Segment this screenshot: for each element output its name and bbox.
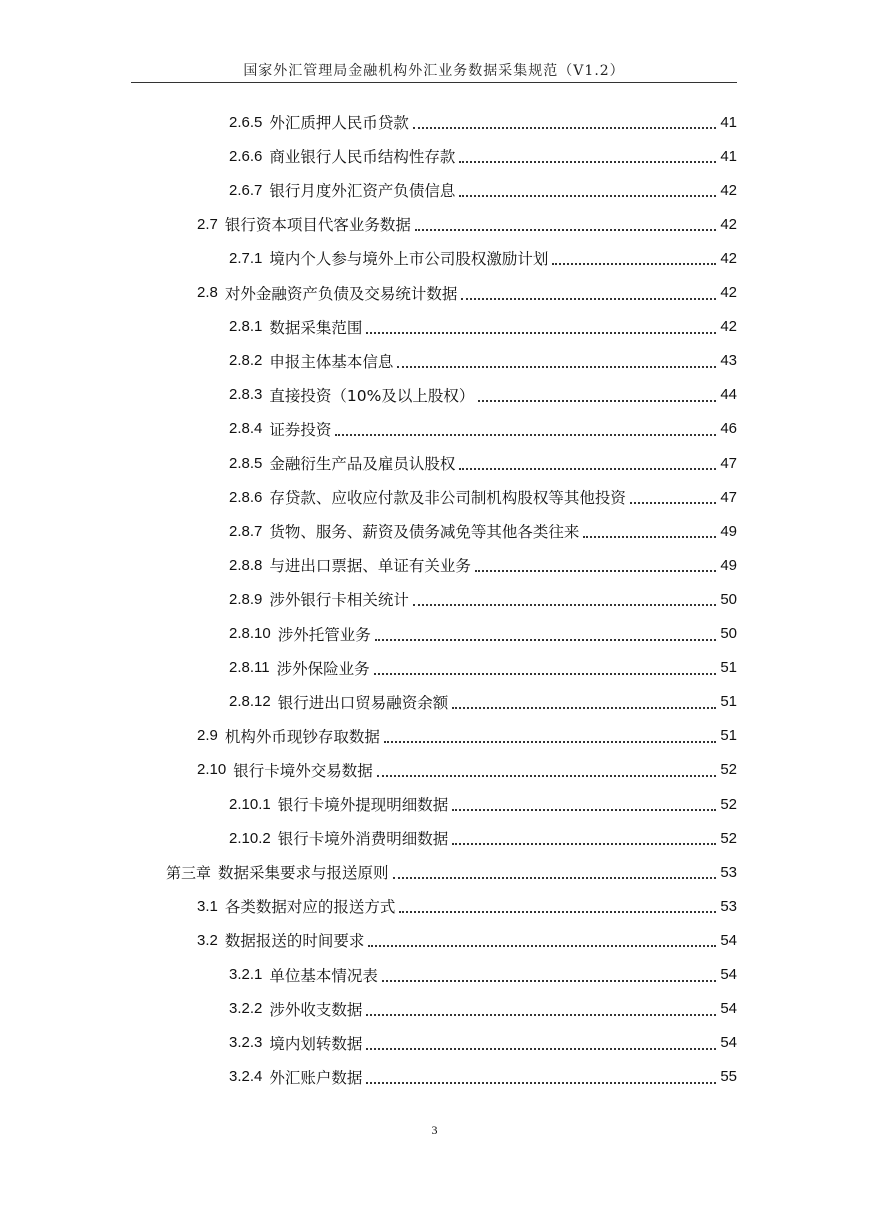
toc-entry-page: 41: [720, 147, 737, 165]
dot-leader: [399, 911, 716, 913]
toc-entry-page: 51: [720, 659, 737, 677]
toc-entry-page: 44: [720, 386, 737, 404]
toc-entry-page: 54: [720, 1000, 737, 1018]
toc-entry[interactable]: [229, 481, 737, 513]
toc-entry[interactable]: [229, 686, 737, 718]
dot-leader: [461, 298, 716, 300]
toc-entry-page: 52: [720, 829, 737, 847]
toc-entry-title: 银行卡境外消费明细数据: [277, 830, 449, 849]
toc-entry[interactable]: [229, 345, 737, 377]
toc-entry-title: 银行卡境外提现明细数据: [277, 796, 449, 814]
toc-entry-number: 2.6.7: [229, 181, 263, 199]
toc-entry-title: 境内划转数据: [269, 1034, 363, 1053]
toc-entry-number: 3.2.4: [229, 1068, 263, 1086]
running-header: 国家外汇管理局金融机构外汇业务数据采集规范（V1.2）: [243, 63, 625, 79]
toc-entry-title: 境内个人参与境外上市公司股权激励计划: [269, 250, 549, 269]
toc-entry-title: 数据报送的时间要求: [224, 932, 365, 951]
toc-entry-number: 2.8.2: [229, 352, 263, 370]
dot-leader: [413, 127, 716, 129]
toc-entry[interactable]: [229, 379, 737, 411]
toc-entry[interactable]: [229, 959, 737, 991]
toc-entry-page: 55: [720, 1068, 737, 1086]
toc-entry-title: 存贷款、应收应付款及非公司制机构股权等其他投资: [269, 489, 626, 508]
dot-leader: [415, 229, 716, 231]
toc-entry-number: 2.8.8: [229, 556, 263, 574]
dot-leader: [413, 604, 716, 606]
toc-entry-page: 53: [720, 897, 737, 915]
toc-entry-page: 50: [720, 625, 737, 642]
dot-leader: [377, 775, 717, 777]
toc-entry-number: 2.9: [197, 727, 218, 745]
toc-entry-page: 42: [720, 318, 737, 336]
toc-entry-number: 2.8.5: [229, 454, 263, 472]
toc-entry-number: 2.8.7: [229, 522, 263, 540]
toc-entry[interactable]: [229, 447, 737, 479]
toc-entry[interactable]: [197, 890, 737, 922]
toc-entry-number: 2.10: [197, 761, 227, 779]
toc-entry-page: 54: [720, 1034, 737, 1052]
toc-entry-number: 2.8.9: [229, 590, 263, 608]
toc-entry-title: 申报主体基本信息: [269, 352, 394, 371]
dot-leader: [397, 366, 716, 368]
toc-entry-page: 49: [720, 556, 737, 574]
toc-entry-number: 2.10.1: [229, 795, 271, 813]
toc-entry-number: 2.8.12: [229, 693, 271, 711]
toc-entry-title: 银行卡境外交易数据: [233, 761, 373, 780]
dot-leader: [452, 707, 716, 709]
toc-entry[interactable]: [229, 242, 737, 274]
toc-entry-title: 涉外托管业务: [277, 625, 371, 644]
toc-entry-page: 51: [720, 727, 737, 745]
toc-entry-title: 外汇质押人民币贷款: [269, 114, 409, 132]
dot-leader: [459, 195, 716, 197]
toc-entry-title: 直接投资（10%及以上股权）: [269, 386, 475, 405]
page-number: 3: [431, 1123, 438, 1137]
toc-entry-page: 43: [720, 352, 737, 370]
toc-entry-title: 涉外银行卡相关统计: [269, 591, 409, 610]
toc-entry[interactable]: [229, 583, 737, 615]
toc-entry-title: 证券投资: [269, 420, 332, 439]
dot-leader: [366, 1014, 716, 1016]
toc-entry[interactable]: [229, 311, 737, 343]
dot-leader: [475, 570, 716, 572]
toc-entry-title: 与进出口票据、单证有关业务: [269, 557, 471, 576]
toc-entry-page: 47: [720, 454, 737, 472]
toc-entry-number: 2.7.1: [229, 249, 263, 267]
toc-entry-title: 外汇账户数据: [269, 1068, 363, 1087]
dot-leader: [393, 877, 717, 879]
toc-entry[interactable]: [197, 754, 737, 786]
toc-entry-page: 46: [720, 420, 737, 438]
toc-entry[interactable]: [229, 413, 737, 445]
dot-leader: [384, 741, 716, 743]
toc-entry[interactable]: [197, 208, 737, 240]
toc-entry[interactable]: [229, 993, 737, 1025]
dot-leader: [368, 945, 716, 947]
toc-entry[interactable]: [229, 549, 737, 581]
toc-entry-page: 41: [720, 113, 737, 131]
dot-leader: [382, 980, 716, 982]
toc-entry-page: 50: [720, 590, 737, 608]
toc-entry[interactable]: [229, 1061, 737, 1093]
toc-entry-title: 银行资本项目代客业务数据: [224, 216, 411, 235]
toc-entry-number: 2.8: [197, 284, 218, 301]
dot-leader: [335, 434, 716, 436]
toc-entry[interactable]: [229, 652, 737, 684]
toc-entry-number: 3.1: [197, 897, 218, 915]
toc-entry-title: 各类数据对应的报送方式: [224, 898, 396, 917]
dot-leader: [452, 809, 716, 811]
toc-entry-number: 2.8.1: [229, 318, 263, 336]
toc-entry[interactable]: [229, 140, 737, 172]
toc-entry-number: 第三章: [166, 863, 212, 882]
toc-entry-page: 47: [720, 488, 737, 506]
toc-entry-title: 商业银行人民币结构性存款: [269, 148, 456, 167]
toc-entry-title: 对外金融资产负债及交易统计数据: [224, 284, 458, 303]
toc-entry[interactable]: [166, 856, 737, 888]
toc-entry[interactable]: [197, 277, 737, 309]
toc-entry[interactable]: [197, 924, 737, 956]
dot-leader: [583, 536, 716, 538]
toc-entry-page: 42: [720, 284, 737, 301]
toc-entry-number: 3.2: [197, 931, 218, 949]
dot-leader: [478, 400, 716, 402]
toc-entry-page: 52: [720, 795, 737, 813]
toc-entry[interactable]: [197, 720, 737, 752]
toc-entry-page: 51: [720, 693, 737, 711]
toc-entry[interactable]: [229, 174, 737, 206]
dot-leader: [366, 332, 716, 334]
toc-entry-title: 单位基本情况表: [269, 966, 378, 985]
toc-entry-title: 数据采集范围: [269, 318, 363, 337]
dot-leader: [452, 843, 716, 845]
toc-entry-number: 3.2.1: [229, 966, 263, 983]
toc-entry-page: 52: [720, 761, 737, 779]
dot-leader: [552, 263, 716, 265]
toc-entry-number: 2.7: [197, 215, 218, 233]
dot-leader: [366, 1082, 716, 1084]
toc-entry-number: 3.2.2: [229, 1000, 263, 1018]
toc-entry-number: 2.6.5: [229, 113, 263, 131]
toc-entry-number: 3.2.3: [229, 1034, 263, 1052]
toc-entry-page: 54: [720, 931, 737, 949]
toc-entry-title: 货物、服务、薪资及债务减免等其他各类往来: [269, 523, 580, 542]
toc-entry-page: 49: [720, 522, 737, 540]
dot-leader: [374, 673, 717, 675]
toc-entry-title: 银行进出口贸易融资余额: [277, 693, 449, 712]
toc-entry-page: 42: [720, 215, 737, 233]
dot-leader: [459, 468, 716, 470]
toc-entry-number: 2.8.3: [229, 386, 263, 404]
dot-leader: [459, 161, 716, 163]
toc-entry-title: 银行月度外汇资产负债信息: [269, 182, 456, 201]
toc-entry-page: 42: [720, 181, 737, 199]
toc-entry-page: 42: [720, 249, 737, 267]
toc-entry-number: 2.8.6: [229, 488, 263, 506]
toc-entry-page: 53: [720, 863, 737, 881]
toc-entry[interactable]: [229, 106, 737, 138]
dot-leader: [375, 639, 717, 641]
dot-leader: [366, 1048, 716, 1050]
toc-entry-title: 机构外币现钞存取数据: [224, 727, 380, 746]
toc-entry-title: 涉外保险业务: [276, 659, 370, 678]
toc-entry-number: 2.6.6: [229, 147, 263, 165]
header-rule: [131, 82, 737, 83]
toc-entry-number: 2.8.10: [229, 625, 271, 642]
toc-entry[interactable]: [229, 788, 737, 820]
toc-entry[interactable]: [229, 822, 737, 854]
toc-entry-page: 54: [720, 966, 737, 983]
toc-entry[interactable]: [229, 1027, 737, 1059]
toc-entry-number: 2.8.4: [229, 420, 263, 438]
toc-entry-title: 金融衍生产品及雇员认股权: [269, 455, 456, 473]
toc-entry[interactable]: [229, 515, 737, 547]
dot-leader: [630, 502, 716, 504]
toc-entry-number: 2.10.2: [229, 829, 271, 847]
toc-entry[interactable]: [229, 618, 737, 650]
toc-entry-number: 2.8.11: [229, 659, 270, 677]
toc-entry-title: 数据采集要求与报送原则: [218, 864, 389, 883]
toc-entry-title: 涉外收支数据: [269, 1000, 363, 1019]
